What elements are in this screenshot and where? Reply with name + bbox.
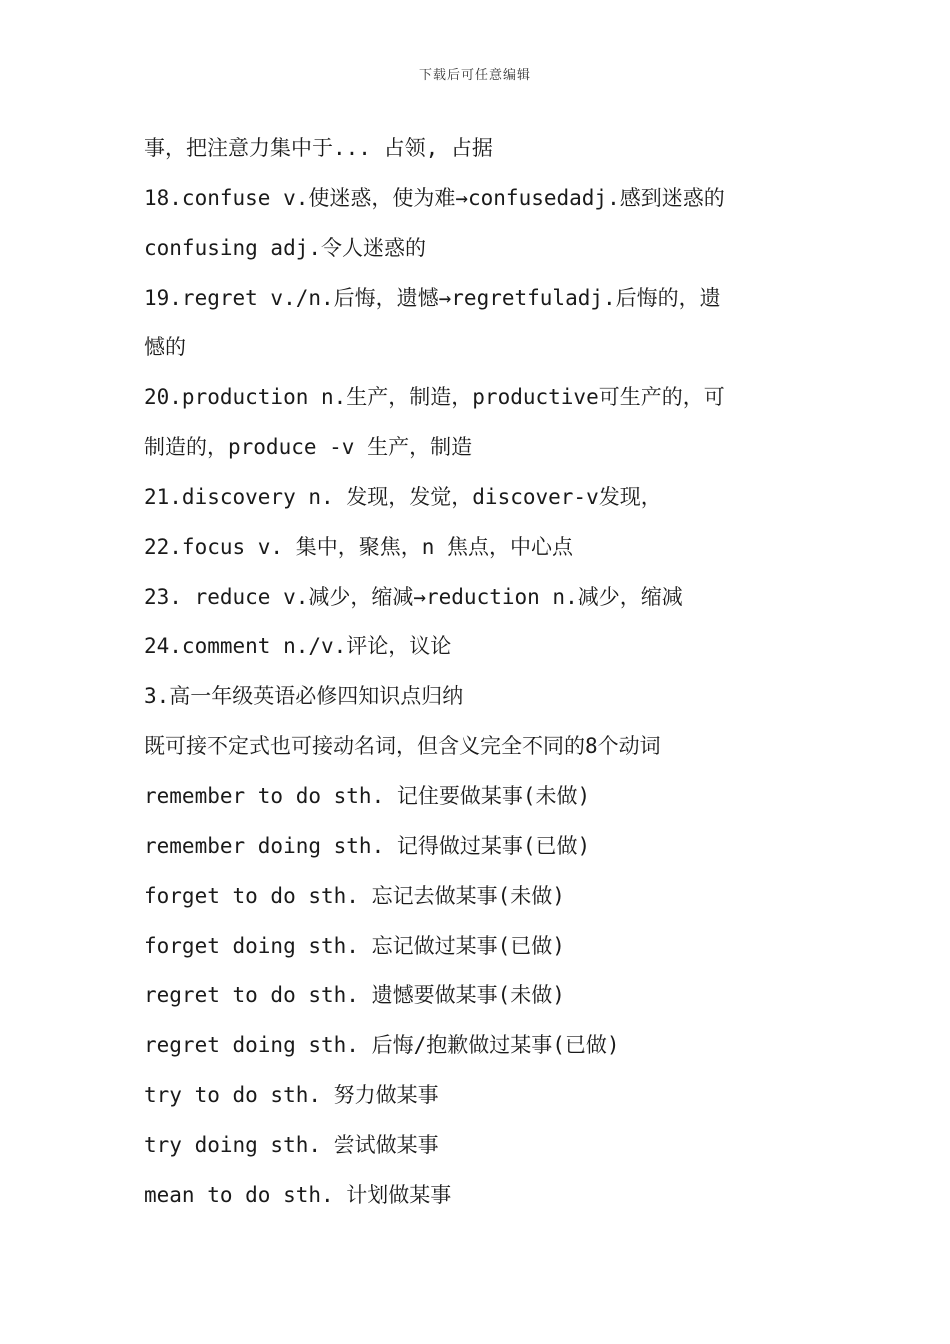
text-line: confusing adj.令人迷惑的: [144, 235, 427, 260]
text-line: 23. reduce v.减少，缩减→reduction n.减少，缩减: [144, 584, 683, 609]
page-header: 下载后可任意编辑: [418, 68, 531, 83]
text-line: remember doing sth. 记得做过某事(已做): [144, 833, 591, 858]
text-line: 既可接不定式也可接动名词，但含义完全不同的8个动词: [144, 734, 661, 759]
text-line: regret to do sth. 遗憾要做某事(未做): [144, 983, 565, 1008]
text-line: regret doing sth. 后悔/抱歉做过某事(已做): [144, 1033, 620, 1058]
text-line: 22.focus v. 集中，聚焦，n 焦点，中心点: [144, 534, 574, 559]
text-line: 18.confuse v.使迷惑，使为难→confusedadj.感到迷惑的: [144, 185, 725, 210]
text-line: mean to do sth. 计划做某事: [144, 1182, 452, 1207]
text-line: 制造的，produce -v 生产，制造: [144, 435, 473, 460]
text-line: 憾的: [144, 335, 186, 360]
text-line: 19.regret v./n.后悔，遗憾→regretfuladj.后悔的，遗: [144, 285, 721, 310]
section-heading: 3.高一年级英语必修四知识点归纳: [144, 684, 464, 709]
text-line: try doing sth. 尝试做某事: [144, 1132, 439, 1157]
text-line: 20.production n.生产，制造，productive可生产的，可: [144, 385, 725, 410]
text-line: remember to do sth. 记住要做某事(未做): [144, 783, 591, 808]
text-line: 21.discovery n. 发现，发觉，discover-v发现，: [144, 484, 662, 509]
text-line: 24.comment n./v.评论，议论: [144, 634, 452, 659]
text-line: forget doing sth. 忘记做过某事(已做): [144, 933, 565, 958]
text-line: 事，把注意力集中于... 占领, 占据: [144, 136, 493, 160]
text-line: forget to do sth. 忘记去做某事(未做): [144, 883, 565, 908]
document-body: [144, 124, 814, 1221]
text-line: try to do sth. 努力做某事: [144, 1083, 439, 1108]
